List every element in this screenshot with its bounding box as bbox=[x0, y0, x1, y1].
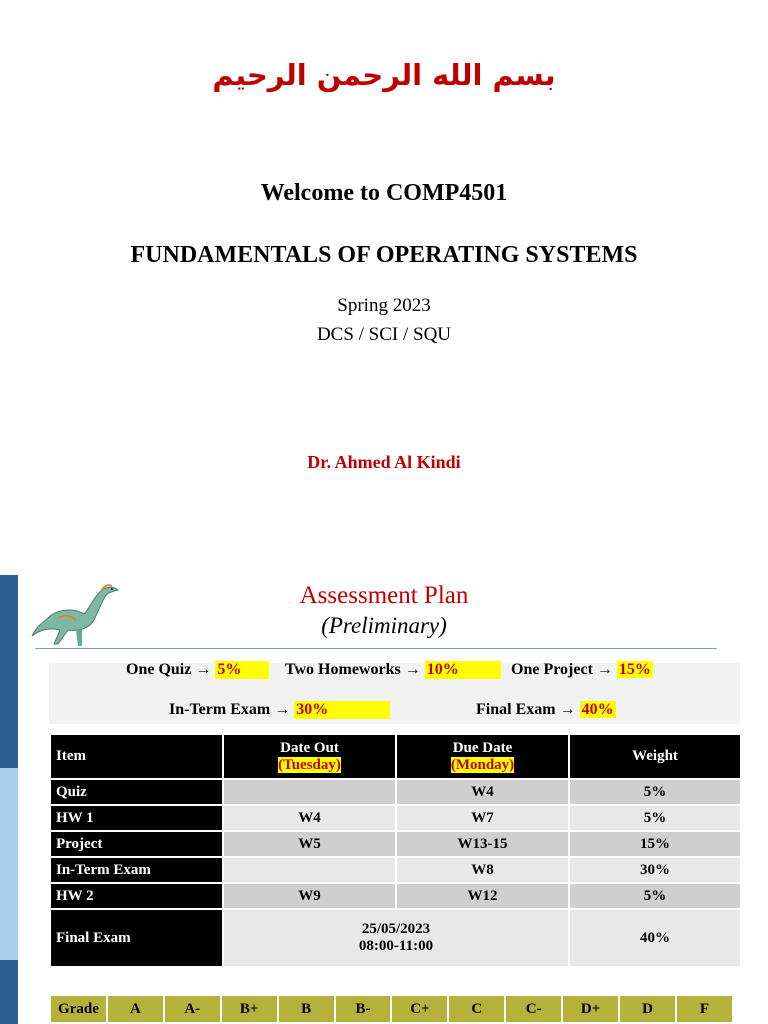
row-weight: 30% bbox=[569, 857, 741, 883]
weight-final bbox=[476, 701, 616, 719]
header-date-out-label: Date Out bbox=[280, 739, 339, 756]
row-item: HW 2 bbox=[50, 883, 223, 909]
table-header-row bbox=[50, 734, 741, 779]
instructor-name: Dr. Ahmed Al Kindi bbox=[307, 452, 461, 472]
row-date-out bbox=[223, 779, 396, 805]
header-due-date bbox=[396, 734, 569, 779]
weight-final-label: Final Exam → bbox=[476, 701, 580, 718]
basmala: بسم الله الرحمن الرحيم bbox=[212, 58, 556, 92]
weight-interm-label: In-Term Exam → bbox=[169, 701, 295, 718]
grade-header: Grade bbox=[50, 995, 107, 1023]
row-due: W7 bbox=[396, 805, 569, 831]
table-row bbox=[50, 831, 741, 857]
row-weight: 5% bbox=[569, 883, 741, 909]
weight-interm bbox=[169, 701, 390, 719]
department-label: DCS / SCI / SQU bbox=[316, 324, 452, 345]
row-item: Final Exam bbox=[50, 909, 223, 967]
final-exam-date: 25/05/2023 bbox=[361, 921, 431, 937]
weight-homework bbox=[285, 661, 501, 679]
weight-quiz-label: One Quiz → bbox=[126, 661, 216, 678]
header-due-date-note: (Monday) bbox=[450, 756, 515, 773]
weight-project-label: One Project → bbox=[511, 661, 617, 678]
grade-cell: D+ bbox=[562, 995, 619, 1023]
weight-quiz bbox=[126, 661, 269, 679]
weight-homework-value: 10% bbox=[425, 661, 501, 679]
row-due: W12 bbox=[396, 883, 569, 909]
row-weight: 15% bbox=[569, 831, 741, 857]
row-date-out: W5 bbox=[223, 831, 396, 857]
grade-cell: A bbox=[107, 995, 164, 1023]
assessment-table bbox=[49, 733, 742, 968]
weight-homework-label: Two Homeworks → bbox=[285, 661, 425, 678]
title-divider bbox=[35, 648, 717, 649]
welcome-heading: Welcome to COMP4501 bbox=[260, 180, 508, 206]
grade-cell: B- bbox=[335, 995, 392, 1023]
row-date-out bbox=[223, 857, 396, 883]
grade-cell: B+ bbox=[221, 995, 278, 1023]
weights-summary bbox=[49, 663, 740, 724]
grade-cell: B bbox=[278, 995, 335, 1023]
row-weight: 40% bbox=[569, 909, 741, 967]
weight-project-value: 15% bbox=[618, 661, 651, 678]
grade-scale bbox=[49, 994, 734, 1024]
row-due: W8 bbox=[396, 857, 569, 883]
row-date-out: W4 bbox=[223, 805, 396, 831]
table-row bbox=[50, 883, 741, 909]
sidebar-band-bottom bbox=[0, 960, 18, 1024]
row-due: W13-15 bbox=[396, 831, 569, 857]
final-exam-time: 08:00-11:00 bbox=[358, 938, 434, 954]
row-item: In-Term Exam bbox=[50, 857, 223, 883]
table-row bbox=[50, 805, 741, 831]
row-date-out: W9 bbox=[223, 883, 396, 909]
grade-row bbox=[50, 995, 733, 1023]
table-row bbox=[50, 857, 741, 883]
header-due-date-label: Due Date bbox=[452, 739, 513, 756]
row-due: W4 bbox=[396, 779, 569, 805]
grade-cell: C+ bbox=[391, 995, 448, 1023]
course-title: FUNDAMENTALS OF OPERATING SYSTEMS bbox=[130, 242, 638, 268]
header-weight: Weight bbox=[569, 734, 741, 779]
row-item: Quiz bbox=[50, 779, 223, 805]
grade-cell: A- bbox=[164, 995, 221, 1023]
header-date-out bbox=[223, 734, 396, 779]
grade-cell: C bbox=[448, 995, 505, 1023]
grade-cell: D bbox=[619, 995, 676, 1023]
sidebar-band-middle bbox=[0, 768, 18, 960]
weight-final-value: 40% bbox=[581, 701, 614, 718]
table-row bbox=[50, 779, 741, 805]
weight-project bbox=[511, 661, 653, 679]
row-item: HW 1 bbox=[50, 805, 223, 831]
grade-cell: C- bbox=[505, 995, 562, 1023]
term-label: Spring 2023 bbox=[337, 295, 431, 316]
table-row-final-exam bbox=[50, 909, 741, 967]
slide-subtitle: (Preliminary) bbox=[321, 613, 447, 638]
weight-quiz-value: 5% bbox=[215, 661, 269, 679]
row-weight: 5% bbox=[569, 805, 741, 831]
header-date-out-note: (Tuesday) bbox=[278, 756, 341, 773]
header-item: Item bbox=[50, 734, 223, 779]
grade-cell: F bbox=[676, 995, 733, 1023]
row-item: Project bbox=[50, 831, 223, 857]
row-weight: 5% bbox=[569, 779, 741, 805]
final-exam-schedule bbox=[223, 909, 569, 967]
slide-title: Assessment Plan bbox=[299, 582, 469, 609]
weight-interm-value: 30% bbox=[294, 701, 390, 719]
